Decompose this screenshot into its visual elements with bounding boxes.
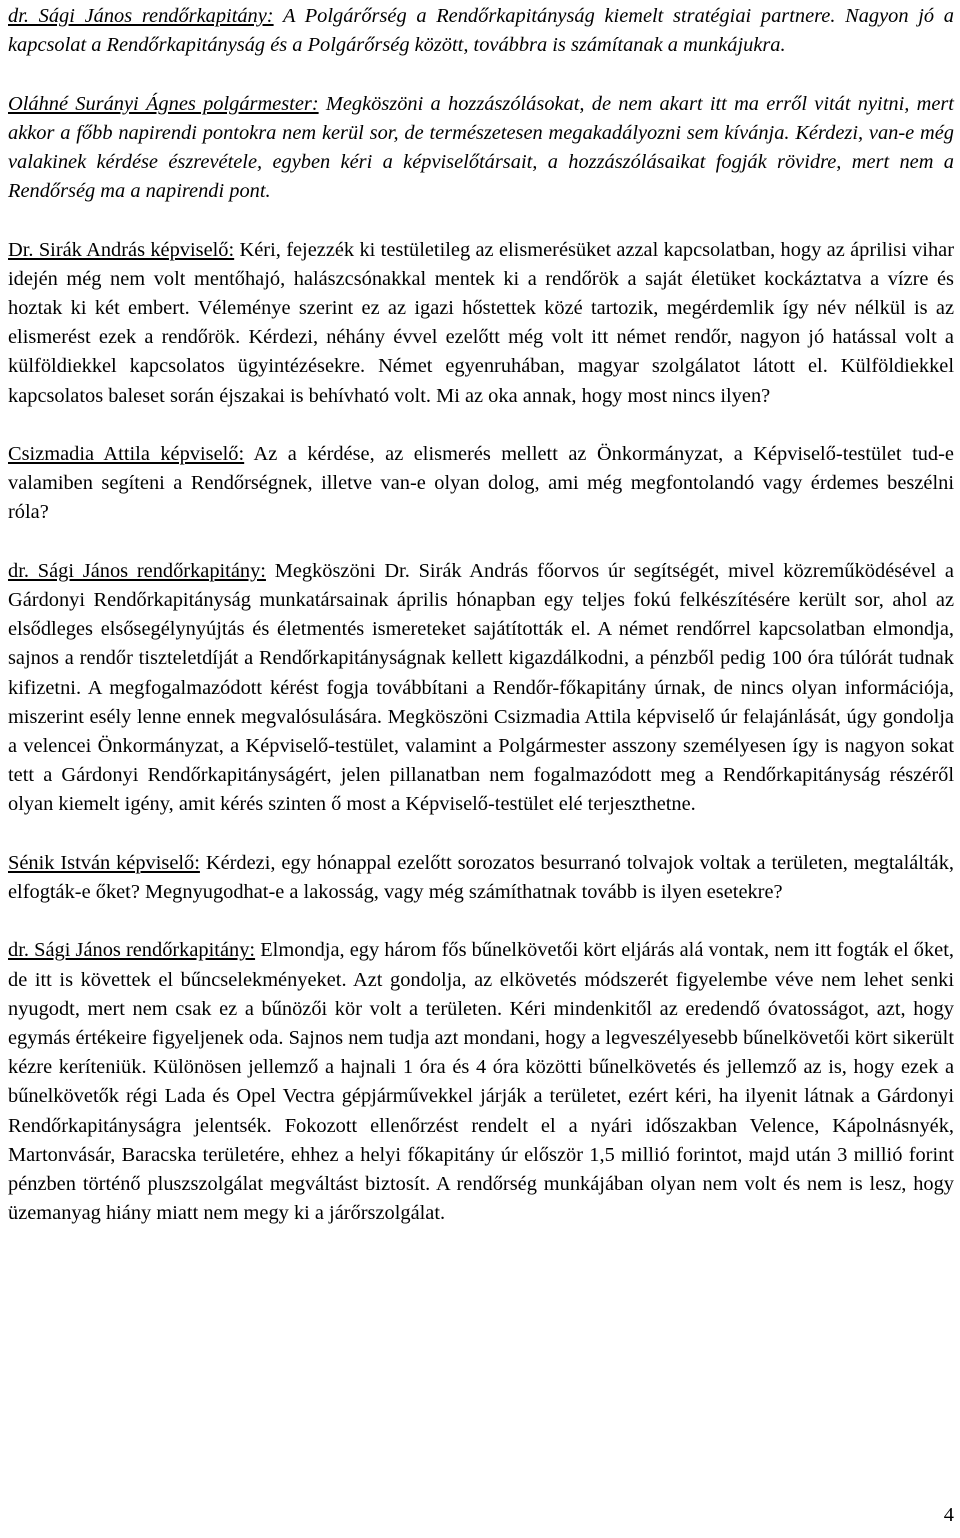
speaker-name: dr. Sági János rendőrkapitány: — [8, 939, 256, 962]
paragraph-text: Kérdezi, egy hónappal ezelőtt sorozatos besurranó tolvajok voltak a területen, megtalálták, elfogták-e őket? Megnyugodhat-e a lakosság, vagy még számíthatnak tovább is ilyen esetekre? — [8, 851, 954, 904]
paragraph-text: Elmondja, egy három fős bűnelkövetői kört eljárás alá vontak, nem itt fogták el őket, de itt is követtek el bűncselekményeket. Azt gondolja, az elkövetés módszerét figyelembe véve nem lehet senki nyugodt, mert nem csak ez a bűnözői kör volt a területen. Kéri mindenkitől az eredendő óvatosságot, azt, hogy egymás értékeire figyeljenek oda. Sajnos nem tudja azt mondani, hogy a legveszélyesebb bűnelkövetői kört sikerült kézre keríteniük. Különösen jellemző a hajnali 1 óra és 4 óra közötti bűnelkövetés és jellemző az is, hogy ezek a bűnelkövetők régi Lada és Opel Vectra gépjárművekkel járják a területet, ezért kéri, ha ilyenit látnak a Gárdonyi Rendőrkapitányságra jelentsék. Fokozott ellenőrzést rendelt el a nyári időszakban Velence, Kápolnásnyék, Martonvásár, Baracska területére, ehhez a helyi főkapitány úr először 1,5 millió forintot, majd után 3 millió forint pénzben történő pluszszolgálat megváltást biztosít. A rendőrség munkájában olyan nem volt és nem is lesz, hogy üzemanyag hiány miatt nem megy ki a járőrszolgálat. — [8, 939, 954, 1225]
paragraph-text: Kéri, fejezzék ki testületileg az elismerésüket azzal kapcsolatban, hogy az áprilisi vihar idején még nem volt mentőhajó, halászcsónakkal mentek ki a rendőrök a saját életüket kockáztatva a vízre és hoztak ki két embert. Véleménye szerint ez az igazi hőstettek közé tartozik, megérdemlik így név nélkül is az elismerést ezek a rendőrök. Kérdezi, néhány évvel ezelőtt még volt itt német rendőr, nagyon jó hatással volt a külföldiekkel kapcsolatos ügyintézésekre. Német egyenruhában, magyar szolgálatot látott el. Külföldiekkel kapcsolatos baleset során éjszakai is behívható volt. Mi az oka annak, hogy most nincs ilyen? — [8, 238, 954, 407]
paragraph-5 — [8, 557, 954, 820]
speaker-name: Oláhné Surányi Ágnes polgármester: — [8, 92, 319, 115]
speaker-name: dr. Sági János rendőrkapitány: — [8, 5, 274, 27]
paragraph-text: Megköszöni Dr. Sirák András főorvos úr segítségét, mivel közreműködésével a Gárdonyi Rendőrkapitányság munkatársainak április hónapban egy teljes fokú felkészítésére került sor, ahol az elsődleges elsősegélynyújtás és életmentés ismereteket sajátították el. A német rendőrrel kapcsolatban elmondja, sajnos a rendőr tiszteletdíját a Rendőrkapitányságnak kellett kigazdálkodni, a pénzből pedig 100 óra túlórát tudnak kifizetni. A megfogalmazódott kérést fogja továbbítani a Rendőr-főkapitány úrnak, de nincs olyan információja, miszerint esély lenne ennek megvalósulására. Megköszöni Csizmadia Attila képviselő úr felajánlását, úgy gondolja a velencei Önkormányzat, a Képviselő-testület, valamint a Polgármester asszony személyesen így is nagyon sokat tett a Gárdonyi Rendőrkapitányságért, jelen pillanatban nem fogalmazódott meg a Rendőrkapitányság részéről olyan kiemelt igény, amit kérés szinten ő most a Képviselő-testület elé terjeszthetne. — [8, 559, 954, 816]
paragraph-3 — [8, 236, 954, 411]
document-page — [8, 2, 954, 1258]
speaker-name: Sénik István képviselő: — [8, 851, 200, 874]
paragraph-7 — [8, 936, 954, 1228]
speaker-name: Dr. Sirák András képviselő: — [8, 238, 235, 261]
paragraph-6 — [8, 849, 954, 907]
page-number: 4 — [943, 1504, 954, 1526]
paragraph-text: Megköszöni a hozzászólásokat, de nem akart itt ma erről vitát nyitni, mert akkor a főbb napirendi pontokra nem kerül sor, de természetesen megakadályozni sem kívánja. Kérdezi, van-e még valakinek kérdése észrevétele, egyben kéri a képviselőtársait, a hozzászólásaikat fogják rövidre, mert nem a Rendőrség ma a napirendi pont. — [8, 92, 954, 203]
speaker-name: dr. Sági János rendőrkapitány: — [8, 559, 266, 582]
paragraph-2 — [8, 90, 954, 207]
paragraph-text: Az a kérdése, az elismerés mellett az Önkormányzat, a Képviselő-testület tud-e valamiben segíteni a Rendőrségnek, illetve van-e olyan dolog, ami még megfontolandó vagy érdemes beszélni róla? — [8, 443, 954, 524]
speaker-name: Csizmadia Attila képviselő: — [8, 443, 245, 465]
paragraph-1 — [8, 2, 954, 60]
paragraph-4 — [8, 440, 954, 528]
paragraph-text: A Polgárőrség a Rendőrkapitányság kiemelt stratégiai partnere. Nagyon jó a kapcsolat a Rendőrkapitányság és a Polgárőrség között, továbbra is számítanak a munkájukra. — [8, 5, 954, 57]
